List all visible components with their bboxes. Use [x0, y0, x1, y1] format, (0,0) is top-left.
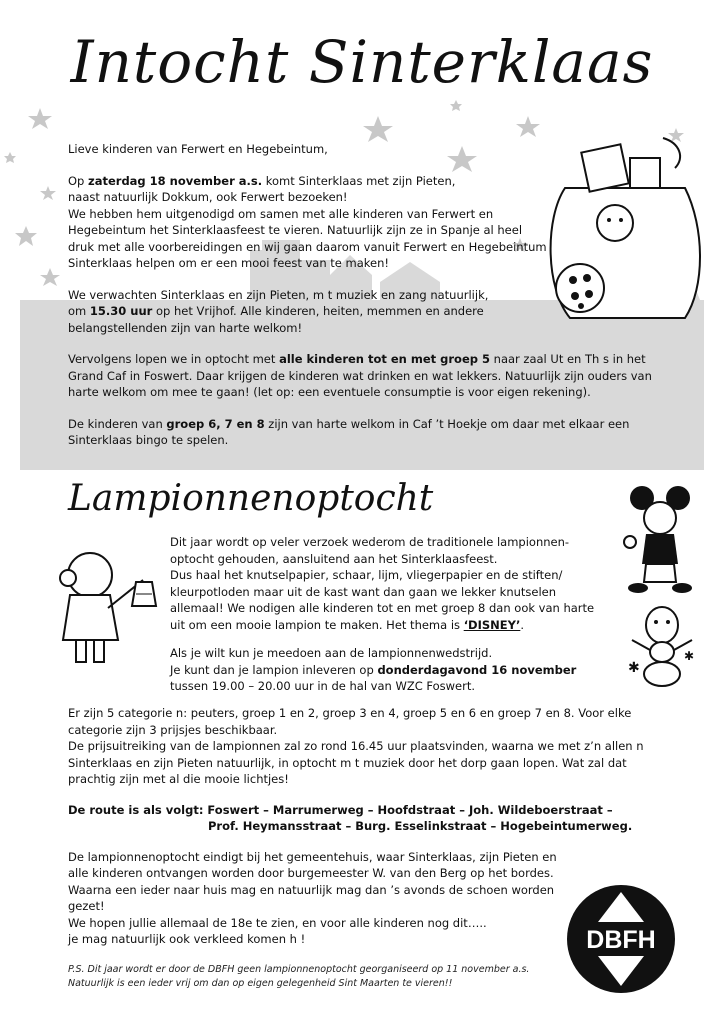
lampion-paragraph-2: Als je wilt kun je meedoen aan de lampionnenwedstrijd. Je kunt dan je lampion inleveren op donderdagavond 16 november tussen 19.00 – 20.00 uur in de hal van WZC Foswert. — [170, 646, 577, 693]
girl-with-lantern-illustration — [48, 540, 168, 670]
intro-paragraph-1: Op zaterdag 18 november a.s. komt Sinterklaas met zijn Pieten, naast natuurlijk Dokkum, ook Ferwert bezoeken! We hebben hem uitgenodigd om samen met alle kinderen van Ferwert en Hegebeintum het Sinterklaasfeest te vieren. Natuurlijk zijn ze in Spanje al heel druk met alle voorbereidingen en wij gaan daarom vanuit Ferwert en Hegebeintum Sinterklaas helpen om er een mooi feest van te maken! — [68, 173, 547, 270]
page-title: Intocht Sinterklaas — [70, 28, 654, 96]
logo-text: DBFH — [586, 926, 656, 954]
section-title-lampionnenoptocht: Lampionnenoptocht — [68, 478, 434, 519]
lampion-paragraph-1: Dit jaar wordt op veler verzoek wederom de traditionele lampionnen-optocht gehouden, aansluitend aan het Sinterklaasfeest. Dus haal het knutselpapier, schaar, lijm, vliegerpapier en de stiften/ kleurpotloden maar uit de kast want dan gaan we lekker knutselen allemaal! We nodigen alle kinderen tot en met groep 8 dan ook van harte uit om een mooie lampion te maken. Het thema is ‘DISNEY’. — [170, 535, 595, 632]
greeting: Lieve kinderen van Ferwert en Hegebeintum, — [68, 142, 328, 156]
lampion-intro-text — [170, 534, 610, 707]
svg-text:✱: ✱ — [628, 660, 640, 676]
intro-paragraph-4: De kinderen van groep 6, 7 en 8 zijn van harte welkom in Caf ’t Hoekje om daar met elkaar een Sinterklaas bingo te spelen. — [68, 416, 630, 447]
star-icon — [363, 116, 393, 142]
star-icon — [15, 226, 37, 246]
star-icon — [516, 116, 540, 137]
dbfh-logo — [566, 884, 676, 994]
star-icon — [40, 268, 60, 286]
mickey-illustration — [620, 484, 700, 594]
categories-paragraph: Er zijn 5 categorie n: peuters, groep 1 en 2, groep 3 en 4, groep 5 en 6 en groep 7 en 8. Voor elke categorie zijn 3 prijsjes beschikbaar. — [68, 706, 632, 737]
postscript: P.S. Dit jaar wordt er door de DBFH geen lampionnenoptocht georganiseerd op 11 november a.s. Natuurlijk is een ieder vrij om dan op eigen gelegenheid Sint Maarten te vieren!! — [68, 964, 530, 989]
intro-paragraph-3: Vervolgens lopen we in optocht met alle kinderen tot en met groep 5 naar zaal Ut en Th s in het Grand Caf in Foswert. Daar krijgen de kinderen wat drinken en wat lekkers. Natuurlijk zijn ouders van harte welkom om mee te gaan! (let op: een eventuele consumptie is voor eigen rekening). — [68, 352, 652, 399]
intro-text — [68, 141, 678, 464]
star-icon — [450, 100, 462, 111]
star-icon — [40, 186, 56, 200]
route-paragraph: De route is als volgt: Foswert – Marrumerweg – Hoofdstraat – Joh. Wildeboerstraat – Prof. Heymansstraat – Burg. Esselinkstraat – Hogebeintumerweg. — [68, 802, 633, 833]
intro-paragraph-2: We verwachten Sinterklaas en zijn Pieten, m t muziek en zang natuurlijk, om 15.30 uur op het Vrijhof. Alle kinderen, heiten, memmen en andere belangstellenden zijn van harte welkom! — [68, 287, 489, 335]
svg-text:✱: ✱ — [684, 649, 695, 663]
star-icon — [4, 152, 16, 163]
prize-paragraph: De prijsuitreiking van de lampionnen zal zo rond 16.45 uur plaatsvinden, waarna we met z’n allen n Sinterklaas en zijn Pieten natuurlijk, in optocht m t muziek door het dorp gaan lopen. Wat zal dat prachtig zijn met al die mooie lichtjes! — [68, 739, 644, 786]
star-icon — [28, 108, 52, 129]
olaf-illustration — [622, 600, 702, 690]
ending-paragraph: De lampionnenoptocht eindigt bij het gemeentehuis, waar Sinterklaas, zijn Pieten en alle kinderen ontvangen worden door burgemeester W. van den Berg op het bordes. Waarna een ieder naar huis mag en natuurlijk mag dan ’s avonds de schoen worden gezet! We hopen jullie allemaal de 18e te zien, en voor alle kinderen nog dit….. je mag natuurlijk ook verkleed komen h ! — [68, 849, 557, 946]
